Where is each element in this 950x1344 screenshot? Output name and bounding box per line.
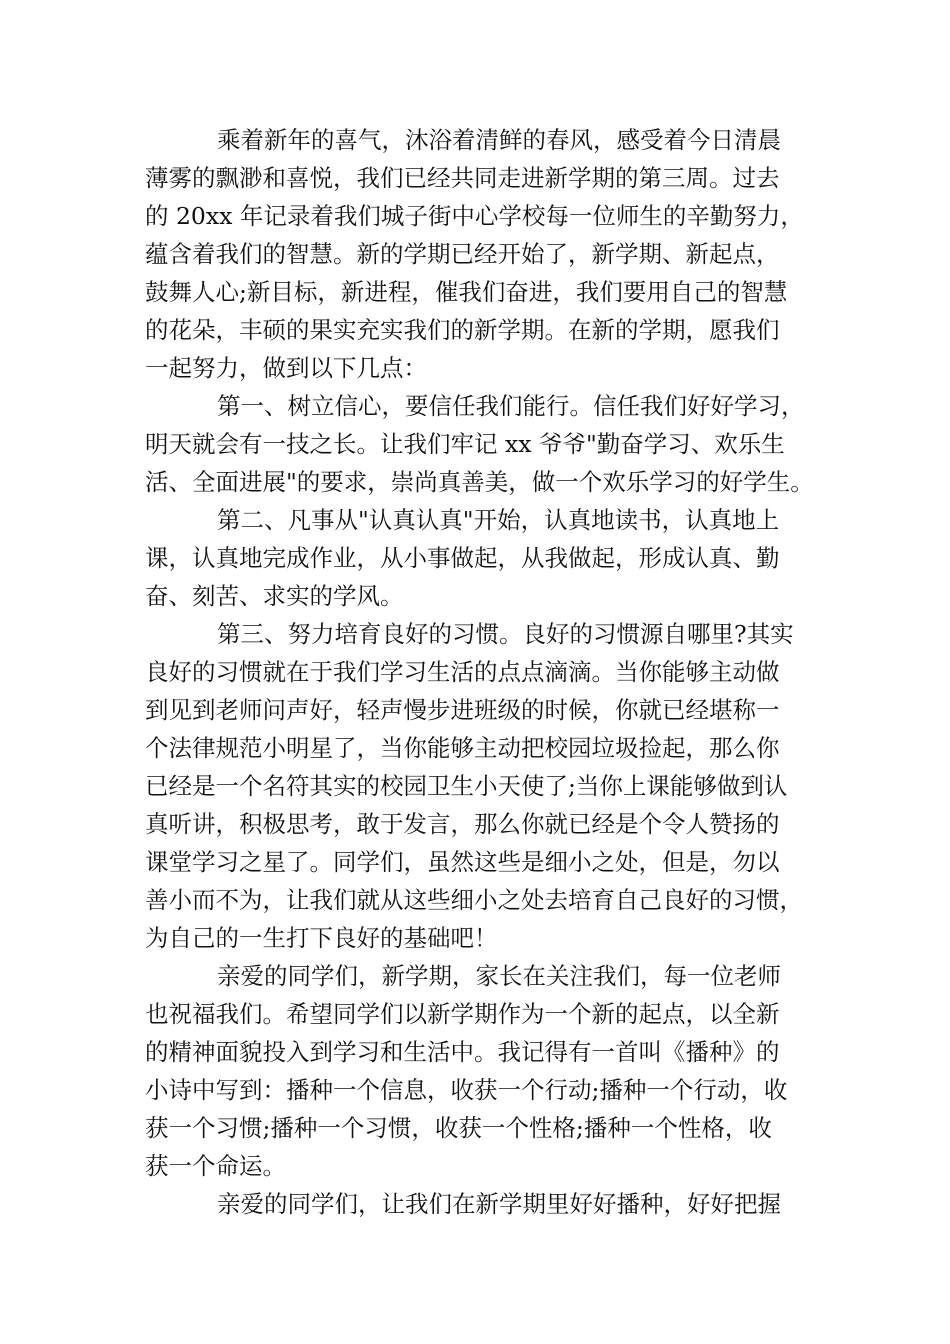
paragraph-4-line-8: 善小而不为，让我们就从这些细小之处去培育自己良好的习惯， — [145, 886, 803, 914]
paragraph-2-line-2: 明天就会有一技之长。让我们牢记 xx 爷爷"勤奋学习、欢乐生 — [145, 430, 785, 458]
paragraph-5-line-2: 也祝福我们。希望同学们以新学期作为一个新的起点，以全新 — [145, 1000, 780, 1028]
paragraph-6-line-1: 亲爱的同学们，让我们在新学期里好好播种，好好把握 — [217, 1190, 781, 1218]
paragraph-4-line-5: 已经是一个名符其实的校园卫生小天使了;当你上课能够做到认 — [145, 772, 788, 800]
paragraph-4-line-1: 第三、努力培育良好的习惯。良好的习惯源自哪里?其实 — [217, 620, 794, 648]
paragraph-1-line-3: 的 20xx 年记录着我们城子街中心学校每一位师生的辛勤努力， — [145, 202, 804, 230]
paragraph-5-line-3: 的精神面貌投入到学习和生活中。我记得有一首叫《播种》的 — [145, 1038, 780, 1066]
paragraph-4-line-7: 课堂学习之星了。同学们，虽然这些是细小之处，但是，勿以 — [145, 848, 780, 876]
paragraph-2-line-1: 第一、树立信心，要信任我们能行。信任我们好好学习， — [217, 392, 805, 420]
paragraph-2-line-3: 活、全面进展"的要求，崇尚真善美，做一个欢乐学习的好学生。 — [145, 468, 814, 496]
paragraph-4-line-2: 良好的习惯就在于我们学习生活的点点滴滴。当你能够主动做 — [145, 658, 780, 686]
paragraph-1-line-6: 的花朵，丰硕的果实充实我们的新学期。在新的学期，愿我们 — [145, 316, 780, 344]
paragraph-1-line-4: 蕴含着我们的智慧。新的学期已经开始了，新学期、新起点， — [145, 240, 780, 268]
paragraph-1-line-1: 乘着新年的喜气，沐浴着清鲜的春风，感受着今日清晨 — [217, 126, 781, 154]
paragraph-4-line-9: 为自己的一生打下良好的基础吧！ — [145, 924, 498, 952]
paragraph-1-line-7: 一起努力，做到以下几点： — [145, 354, 427, 382]
paragraph-4-line-6: 真听讲，积极思考，敢于发言，那么你就已经是个令人赞扬的 — [145, 810, 780, 838]
paragraph-5-line-1: 亲爱的同学们，新学期，家长在关注我们，每一位老师 — [217, 962, 781, 990]
paragraph-4-line-3: 到见到老师问声好，轻声慢步进班级的时候，你就已经堪称一 — [145, 696, 780, 724]
paragraph-5-line-6: 获一个命运。 — [145, 1152, 286, 1180]
paragraph-3-line-2: 课，认真地完成作业，从小事做起，从我做起，形成认真、勤 — [145, 544, 780, 572]
paragraph-3-line-3: 奋、刻苦、求实的学风。 — [145, 582, 404, 610]
paragraph-1-line-2: 薄雾的飘渺和喜悦，我们已经共同走进新学期的第三周。过去 — [145, 164, 780, 192]
paragraph-3-line-1: 第二、凡事从"认真认真"开始，认真地读书，认真地上 — [217, 506, 780, 534]
paragraph-4-line-4: 个法律规范小明星了，当你能够主动把校园垃圾捡起，那么你 — [145, 734, 780, 762]
paragraph-5-line-4: 小诗中写到：播种一个信息，收获一个行动;播种一个行动，收 — [145, 1076, 788, 1104]
paragraph-1-line-5: 鼓舞人心;新目标，新进程，催我们奋进，我们要用自己的智慧 — [145, 278, 788, 306]
paragraph-5-line-5: 获一个习惯;播种一个习惯，收获一个性格;播种一个性格，收 — [145, 1114, 772, 1142]
